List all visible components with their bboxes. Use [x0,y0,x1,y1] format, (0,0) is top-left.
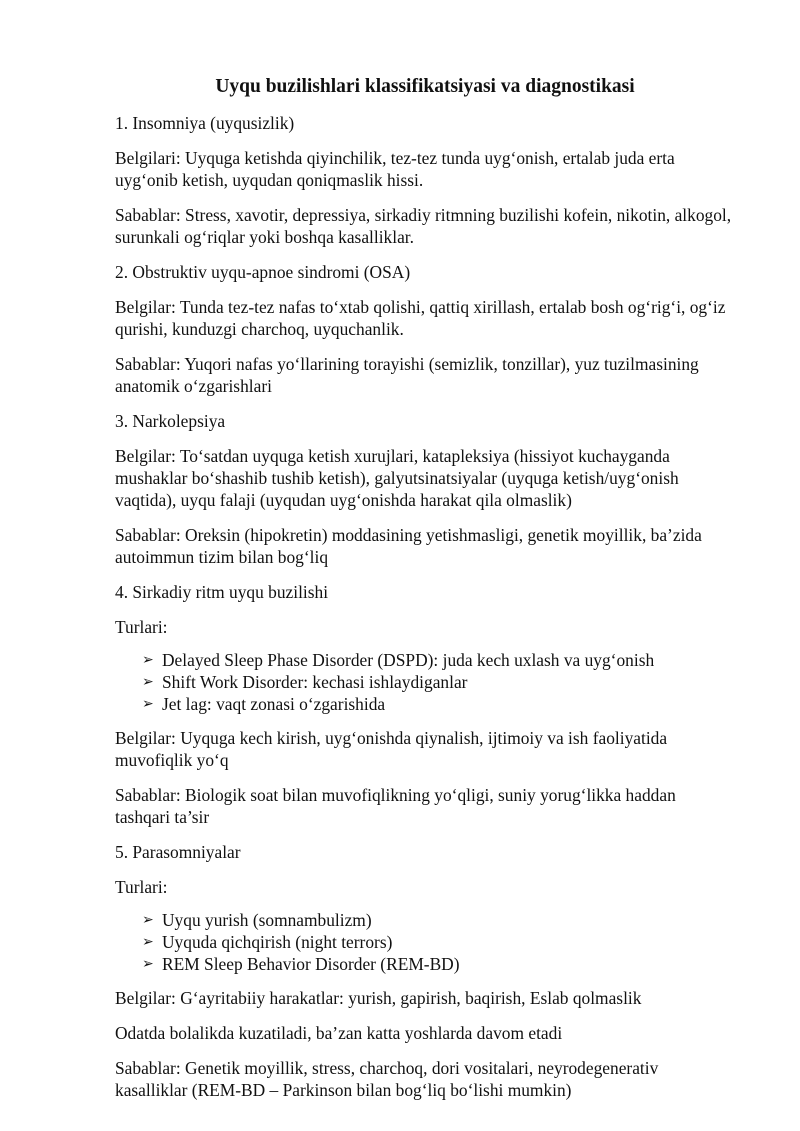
symptoms-paragraph: Belgilar: Tunda tez-tez nafas to‘xtab qolishi, qattiq xirillash, ertalab bosh og‘rig‘i, og‘iz qurishi, kunduzgi charchoq, uyquchanlik. [115,297,726,339]
arrowhead-bullet-icon: ➢ [142,674,154,690]
types-list [115,909,735,975]
section-heading-narcolepsy: 3. Narkolepsiya [115,411,226,431]
arrowhead-bullet-icon: ➢ [142,696,154,712]
list-item [142,693,735,715]
list-item [142,909,735,931]
symptoms-paragraph: Belgilar: To‘satdan uyquga ketish xurujlari, katapleksiya (hissiyot kuchayganda mushaklar bo‘shashib tushib ketish), galyutsinatsiyalar (uyquga ketish/uyg‘onish vaqtida), uyqu falaji (uyqudan uyg‘onishda harakat qila olmaslik) [115,446,679,510]
list-item [142,953,735,975]
symptoms-paragraph: Belgilari: Uyquga ketishda qiyinchilik, tez-tez tunda uyg‘onish, ertalab juda erta uyg‘onib ketish, uyqudan qoniqmaslik hissi. [115,148,675,190]
list-item [142,671,735,693]
arrowhead-bullet-icon: ➢ [142,912,154,928]
list-item [142,649,735,671]
causes-paragraph: Sabablar: Biologik soat bilan muvofiqlikning yo‘qligi, suniy yorug‘likka haddan tashqari ta’sir [115,785,676,827]
arrowhead-bullet-icon: ➢ [142,652,154,668]
list-item [142,931,735,953]
list-item-text: Delayed Sleep Phase Disorder (DSPD): juda kech uxlash va uyg‘onish [162,650,655,670]
types-label: Turlari: [115,877,168,897]
types-list [115,649,735,715]
list-item-text: REM Sleep Behavior Disorder (REM-BD) [162,954,460,974]
section-heading-circadian: 4. Sirkadiy ritm uyqu buzilishi [115,582,329,602]
arrowhead-bullet-icon: ➢ [142,934,154,950]
list-item-text: Jet lag: vaqt zonasi o‘zgarishida [162,694,386,714]
list-item-text: Shift Work Disorder: kechasi ishlaydiganlar [162,672,468,692]
symptoms-paragraph: Belgilar: G‘ayritabiiy harakatlar: yurish, gapirish, baqirish, Eslab qolmaslik [115,988,642,1008]
document-page [115,74,735,1114]
document-title: Uyqu buzilishlari klassifikatsiyasi va diagnostikasi [215,76,635,97]
section-heading-insomnia: 1. Insomniya (uyqusizlik) [115,113,295,133]
causes-paragraph: Sabablar: Yuqori nafas yo‘llarining torayishi (semizlik, tonzillar), yuz tuzilmasining anatomik o‘zgarishlari [115,354,699,396]
causes-paragraph: Sabablar: Genetik moyillik, stress, charchoq, dori vositalari, neyrodegenerativ kasalliklar (REM-BD – Parkinson bilan bog‘liq bo‘lishi mumkin) [115,1058,659,1100]
note-paragraph: Odatda bolalikda kuzatiladi, ba’zan katta yoshlarda davom etadi [115,1023,563,1043]
causes-paragraph: Sabablar: Stress, xavotir, depressiya, sirkadiy ritmning buzilishi kofein, nikotin, alkogol, surunkali og‘riqlar yoki boshqa kasalliklar. [115,205,732,247]
causes-paragraph: Sabablar: Oreksin (hipokretin) moddasining yetishmasligi, genetik moyillik, ba’zida autoimmun tizim bilan bog‘liq [115,525,702,567]
section-heading-parasomnias: 5. Parasomniyalar [115,842,241,862]
list-item-text: Uyquda qichqirish (night terrors) [162,932,393,952]
section-heading-osa: 2. Obstruktiv uyqu-apnoe sindromi (OSA) [115,262,411,282]
list-item-text: Uyqu yurish (somnambulizm) [162,910,372,930]
symptoms-paragraph: Belgilar: Uyquga kech kirish, uyg‘onishda qiynalish, ijtimoiy va ish faoliyatida muvofiqlik yo‘q [115,728,668,770]
arrowhead-bullet-icon: ➢ [142,956,154,972]
types-label: Turlari: [115,617,168,637]
